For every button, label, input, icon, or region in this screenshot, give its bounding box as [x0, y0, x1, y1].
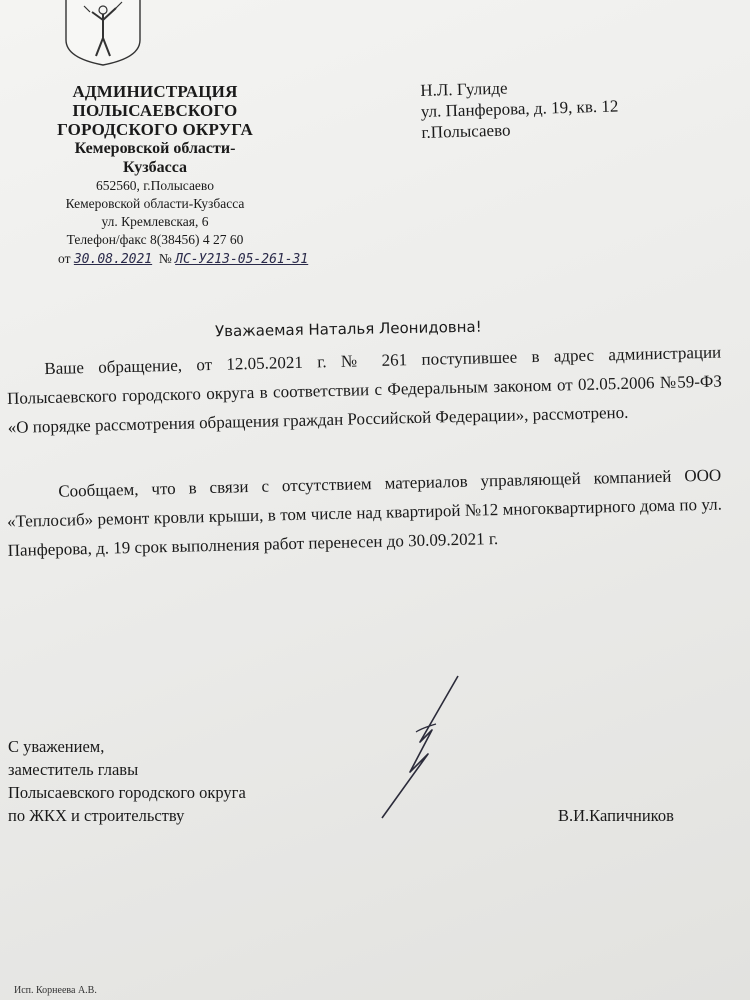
- org-name-line2: ПОЛЫСАЕВСКОГО: [72, 101, 238, 120]
- org-region-line1: Кемеровской области-: [74, 140, 236, 157]
- recipient-block: [420, 71, 742, 143]
- closing-regards: С уважением,: [8, 737, 105, 756]
- number-prefix: №: [158, 251, 172, 266]
- org-phone: Телефон/факс 8(38456) 4 27 60: [66, 232, 244, 247]
- date-prefix: от: [58, 251, 71, 266]
- signer-position-1: заместитель главы: [8, 760, 139, 779]
- org-name-line1: АДМИНИСТРАЦИЯ: [72, 82, 238, 101]
- recipient-name: Н.Л. Гулиде: [420, 78, 508, 100]
- coat-of-arms-icon: [62, 0, 144, 66]
- org-name-line3: ГОРОДСКОГО ОКРУГА: [57, 120, 253, 139]
- recipient-city: г.Полысаево: [421, 120, 511, 142]
- closing-block: [8, 735, 246, 827]
- signer-position-2: Полысаевского городского округа: [8, 783, 246, 802]
- signer-position-3: по ЖКХ и строительству: [8, 806, 185, 825]
- org-region-line2: Кузбасса: [122, 159, 188, 176]
- signer-name: В.И.Капичников: [558, 806, 674, 825]
- handwritten-signature-icon: [370, 672, 480, 822]
- outgoing-date-number: [40, 249, 309, 269]
- greeting: Уважаемая Наталья Леонидовна!: [214, 317, 482, 341]
- body-paragraph-2: Сообщаем, что в связи с отсутствием материалов управляющей компанией ООО «Теплосиб» ремонт кровли крыши, в том числе над квартирой №12 многоквартирного дома по ул. Панферова, д. 19 срок выполнения работ перенесен до 30.09.2021 г.: [6, 465, 723, 560]
- outgoing-date: 30.08.2021: [73, 252, 153, 267]
- body-paragraph-1: Ваше обращение, от 12.05.2021 г. № 261 поступившее в адрес администрации Полысаевского городского округа в соответствии с Федеральным законом от 02.05.2006 №59-ФЗ «О порядке рассмотрения обращения граждан Российской Федерации», рассмотрено.: [6, 342, 723, 437]
- executor-note: Исп. Корнеева А.В.: [14, 985, 97, 996]
- org-street: ул. Кремлевская, 6: [101, 214, 209, 229]
- recipient-street: ул. Панферова, д. 19, кв. 12: [420, 96, 619, 121]
- org-postal: 652560, г.Полысаево: [96, 178, 214, 193]
- sender-block: [40, 82, 309, 269]
- org-addr-region: Кемеровской области-Кузбасса: [65, 196, 245, 211]
- outgoing-number: ЛС-У213-05-261-31: [175, 252, 309, 267]
